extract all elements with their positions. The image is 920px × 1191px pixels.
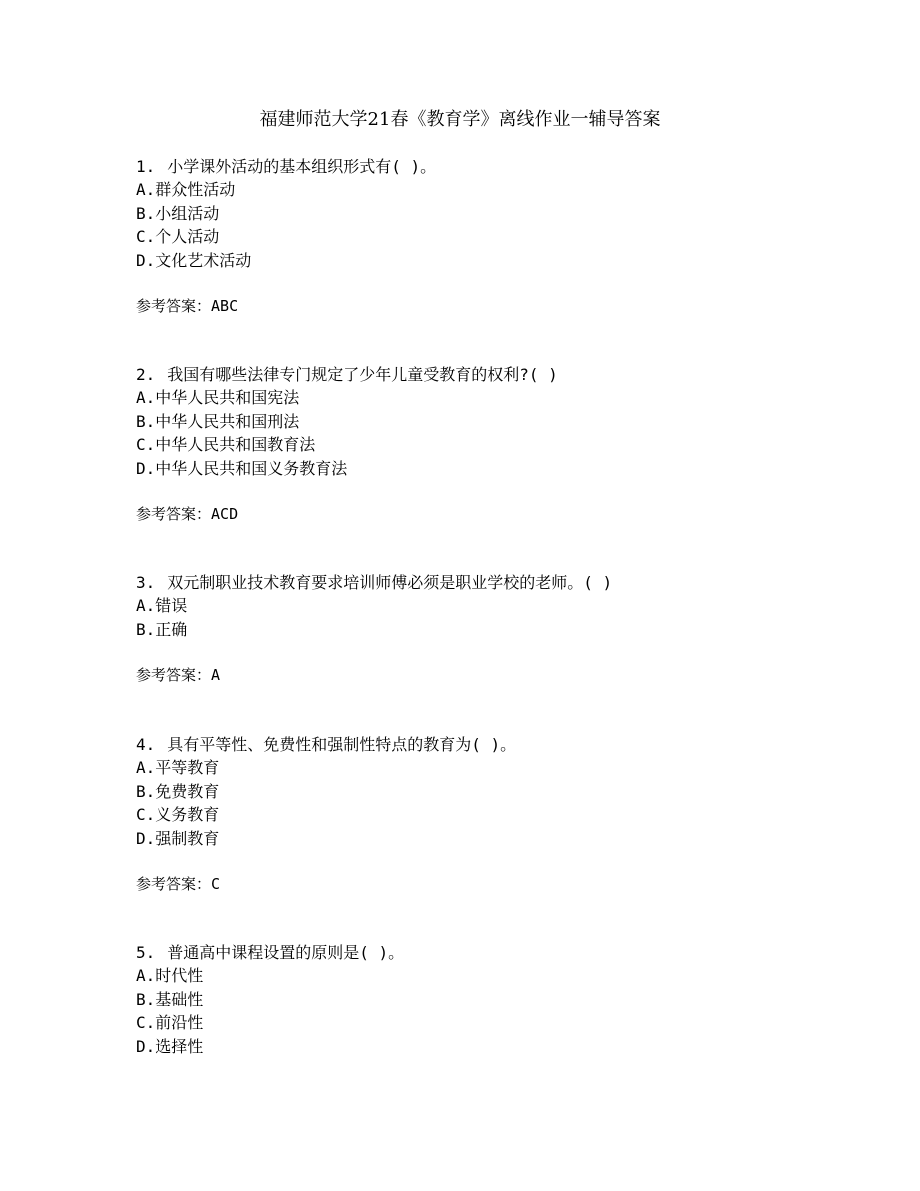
option-a: A.中华人民共和国宪法 xyxy=(136,388,300,408)
option-d: D.文化艺术活动 xyxy=(136,250,252,270)
document-title: 福建师范大学21春《教育学》离线作业一辅导答案 xyxy=(259,109,661,130)
answer-line xyxy=(136,873,876,896)
option-a: A.平等教育 xyxy=(136,758,220,778)
option-c: C.个人活动 xyxy=(136,227,220,247)
answer-line xyxy=(136,664,876,687)
option-d: D.中华人民共和国义务教育法 xyxy=(136,458,348,478)
answer-line xyxy=(136,503,876,526)
option-b: B.免费教育 xyxy=(136,781,220,801)
option-b: B.基础性 xyxy=(136,989,204,1009)
answer-value: A xyxy=(211,666,221,685)
question-stem: 小学课外活动的基本组织形式有( )。 xyxy=(167,157,437,176)
question-3 xyxy=(136,571,876,688)
question-text xyxy=(136,733,876,756)
question-2 xyxy=(136,363,876,526)
answer-label: 参考答案： xyxy=(136,504,212,523)
question-1 xyxy=(136,155,876,318)
option-b: B.小组活动 xyxy=(136,203,220,223)
question-5 xyxy=(136,941,876,1058)
question-stem: 双元制职业技术教育要求培训师傅必须是职业学校的老师。( ) xyxy=(167,573,613,592)
answer-line xyxy=(136,295,876,318)
option-c: C.中华人民共和国教育法 xyxy=(136,435,316,455)
question-text xyxy=(136,941,876,964)
option-a: A.错误 xyxy=(136,596,188,616)
option-b: B.中华人民共和国刑法 xyxy=(136,411,300,431)
option-d: D.选择性 xyxy=(136,1036,204,1056)
question-stem: 普通高中课程设置的原则是( )。 xyxy=(167,943,405,962)
answer-value: ABC xyxy=(211,296,239,315)
question-stem: 具有平等性、免费性和强制性特点的教育为( )。 xyxy=(167,735,517,754)
question-text xyxy=(136,155,876,178)
question-4 xyxy=(136,733,876,896)
question-number: 5. xyxy=(136,943,156,962)
question-number: 1. xyxy=(136,157,156,176)
option-a: A.群众性活动 xyxy=(136,180,236,200)
question-number: 2. xyxy=(136,365,156,384)
answer-label: 参考答案： xyxy=(136,874,212,893)
option-a: A.时代性 xyxy=(136,966,204,986)
answer-value: C xyxy=(211,874,221,893)
question-stem: 我国有哪些法律专门规定了少年儿童受教育的权利?( ) xyxy=(167,365,558,384)
answer-value: ACD xyxy=(211,504,239,523)
question-number: 4. xyxy=(136,735,156,754)
answer-label: 参考答案： xyxy=(136,666,212,685)
question-text xyxy=(136,571,876,594)
question-number: 3. xyxy=(136,573,156,592)
question-text xyxy=(136,363,876,386)
option-b: B.正确 xyxy=(136,619,188,639)
option-d: D.强制教育 xyxy=(136,828,220,848)
option-c: C.前沿性 xyxy=(136,1013,204,1033)
option-c: C.义务教育 xyxy=(136,805,220,825)
answer-label: 参考答案： xyxy=(136,296,212,315)
